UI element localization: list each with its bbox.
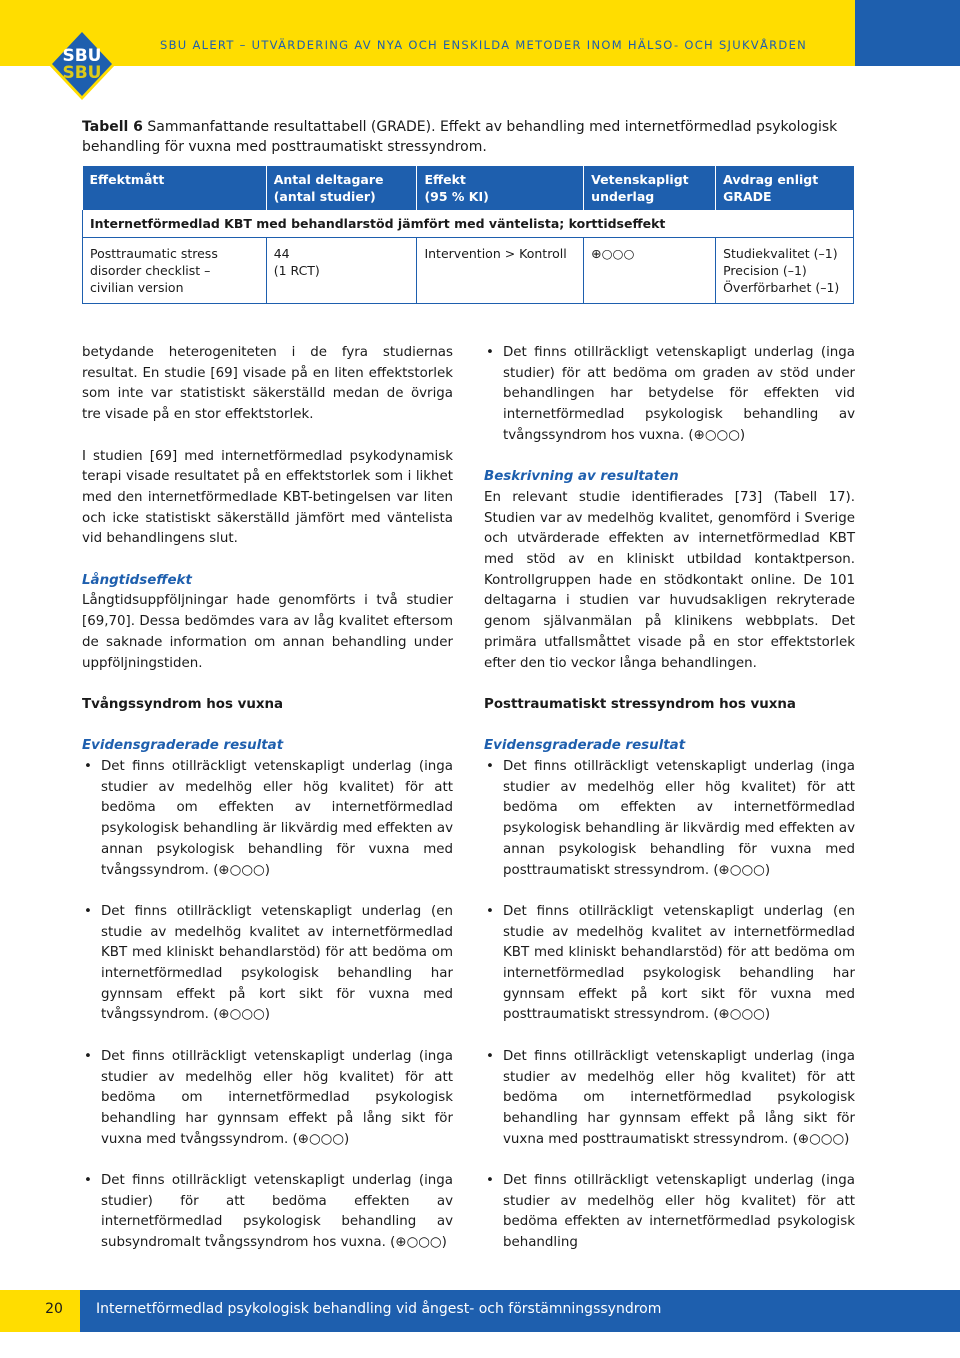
logo-text-reflection: SBU — [62, 63, 102, 83]
list-item: • Det finns otillräckligt vetenskapligt underlag (inga studier) för att bedöma effekten av internetförmedlad psykologisk behandling av subsyndromalt tvångssyndrom hos vuxna. (⊕○○○) — [82, 1171, 453, 1254]
header-effektmatt: Effektmått — [83, 166, 267, 210]
list-item: • Det finns otillräckligt vetenskapligt underlag (en studie av medelhög kvalitet av internetförmedlad KBT med kliniskt behandlarstöd) för att bedöma om internetförmedlad psykologisk behandling har gynnsam effekt på kort sikt för vuxna med tvångssyndrom. (⊕○○○) — [82, 902, 453, 1026]
cell-measure: Posttraumatic stress disorder checklist – civilian version — [83, 238, 267, 304]
header-vetenskapligt-underlag: Vetenskapligt underlag — [584, 166, 716, 210]
header-blue-block — [855, 0, 960, 66]
list-item: • Det finns otillräckligt vetenskapligt underlag (inga studier av medelhög eller hög kvalitet) för att bedöma effekten av internetförmedlad psykologisk behandling — [484, 1171, 855, 1254]
section-heading-ptsd: Posttraumatiskt stressyndrom hos vuxna — [484, 696, 796, 712]
left-column — [82, 343, 453, 1275]
page-number: 20 — [45, 1301, 63, 1317]
paragraph: I studien [69] med internetförmedlad psykodynamisk terapi visade resultatet på en effektstorlek som i likhet med den internetförmedlade KBT-betingelsen var liten och icke statistiskt säkerställd jämfört med väntelista vid behandlingens slut. — [82, 448, 453, 547]
grade-table — [82, 166, 854, 304]
caption-label: Tabell 6 — [82, 119, 143, 135]
header-yellow-band — [0, 0, 855, 66]
running-title: SBU ALERT – UTVÄRDERING AV NYA OCH ENSKILDA METODER INOM HÄLSO- OCH SJUKVÅRDEN — [160, 38, 808, 52]
bullet-list — [82, 757, 453, 1254]
sbu-logo — [48, 28, 116, 100]
caption-text: Sammanfattande resultattabell (GRADE). Effekt av behandling med internetförmedlad psykologisk behandling för vuxna med posttraumatiskt stressyndrom. — [82, 119, 838, 155]
logo-text: SBU — [62, 46, 102, 66]
cell-evidence: ⊕○○○ — [584, 238, 716, 304]
header-effekt: Effekt (95 % KI) — [417, 166, 584, 210]
list-item: • Det finns otillräckligt vetenskapligt underlag (inga studier) för att bedöma om graden av stöd under behandlingen har betydelse för effekten vid internetförmedlad psykologisk behandling av tvångssyndrom hos vuxna. (⊕○○○) — [484, 343, 855, 447]
bullet-list — [484, 343, 855, 447]
footer-title: Internetförmedlad psykologisk behandling vid ångest- och förstämningssyndrom — [96, 1301, 662, 1317]
table-subheader-row — [83, 210, 854, 238]
header-antal-deltagare: Antal deltagare (antal studier) — [266, 166, 417, 210]
paragraph: En relevant studie identifierades [73] (Tabell 17). Studien var av medelhög kvalitet, genomförd i Sverige och utvärderade effekten av internetförmedlad KBT med stöd av en kliniskt utbildad kontaktperson. Kontrollgruppen hade en stödkontakt online. De 101 deltagarna i studien var huvudsakligen rekryterade genom självanmälan på klinikens webbplats. Det primära utfallsmåttet visade på en stor effektstorlek efter den tio veckor långa behandlingen. — [484, 489, 855, 671]
subheading-evidence: Evidensgraderade resultat — [484, 738, 686, 754]
list-item: • Det finns otillräckligt vetenskapligt underlag (inga studier av medelhög eller hög kvalitet) för att bedöma om effekten av internetförmedlad psykologisk behandling är likvärdig med effekten av annan psykologisk behandling för vuxna med tvångssyndrom. (⊕○○○) — [82, 757, 453, 881]
list-item: • Det finns otillräckligt vetenskapligt underlag (en studie av medelhög kvalitet av internetförmedlad KBT med kliniskt behandlarstöd) för att bedöma om internetförmedlad psykologisk behandling har gynnsam effekt på kort sikt för vuxna med posttraumatiskt stressyndrom. (⊕○○○) — [484, 902, 855, 1026]
table-header-row — [83, 166, 854, 210]
right-column — [484, 343, 855, 1275]
table-row — [83, 238, 854, 304]
page-footer — [0, 1290, 960, 1332]
cell-participants: 44 (1 RCT) — [266, 238, 417, 304]
bullet-list — [484, 757, 855, 1254]
list-item: • Det finns otillräckligt vetenskapligt underlag (inga studier av medelhög eller hög kvalitet) för att bedöma om internetförmedlad psykologisk behandling har gynnsam effekt på lång sikt för vuxna med posttraumatiskt stressyndrom. (⊕○○○) — [484, 1047, 855, 1151]
table-caption — [82, 117, 842, 157]
subheading-evidence: Evidensgraderade resultat — [82, 738, 284, 754]
table-subheader: Internetförmedlad KBT med behandlarstöd jämfört med väntelista; korttidseffekt — [83, 210, 854, 238]
list-item: • Det finns otillräckligt vetenskapligt underlag (inga studier av medelhög eller hög kvalitet) för att bedöma om internetförmedlad psykologisk behandling har gynnsam effekt på lång sikt för vuxna med tvångssyndrom. (⊕○○○) — [82, 1047, 453, 1151]
header-avdrag: Avdrag enligt GRADE — [716, 166, 854, 210]
cell-deductions: Studiekvalitet (–1) Precision (–1) Överförbarhet (–1) — [716, 238, 854, 304]
cell-effect: Intervention > Kontroll — [417, 238, 584, 304]
page-header — [0, 0, 960, 88]
subheading-long-term: Långtidseffekt — [82, 572, 192, 588]
section-heading-ocd: Tvångssyndrom hos vuxna — [82, 696, 284, 712]
list-item: • Det finns otillräckligt vetenskapligt underlag (inga studier av medelhög eller hög kvalitet) för att bedöma om effekten av internetförmedlad psykologisk behandling är likvärdig med effekten av annan psykologisk behandling för vuxna med posttraumatiskt stressyndrom. (⊕○○○) — [484, 757, 855, 881]
paragraph: betydande heterogeniteten i de fyra studiernas resultat. En studie [69] visade på en liten effektstorlek som inte var statistiskt säkerställd medan de övriga tre visade på en stor effektstorlek. — [82, 345, 453, 423]
paragraph: Långtidsuppföljningar hade genomförts i två studier [69,70]. Dessa bedömdes vara av låg kvalitet eftersom de saknade information om annan behandling under uppföljningstiden. — [82, 593, 453, 671]
subheading-results: Beskrivning av resultaten — [484, 469, 679, 485]
